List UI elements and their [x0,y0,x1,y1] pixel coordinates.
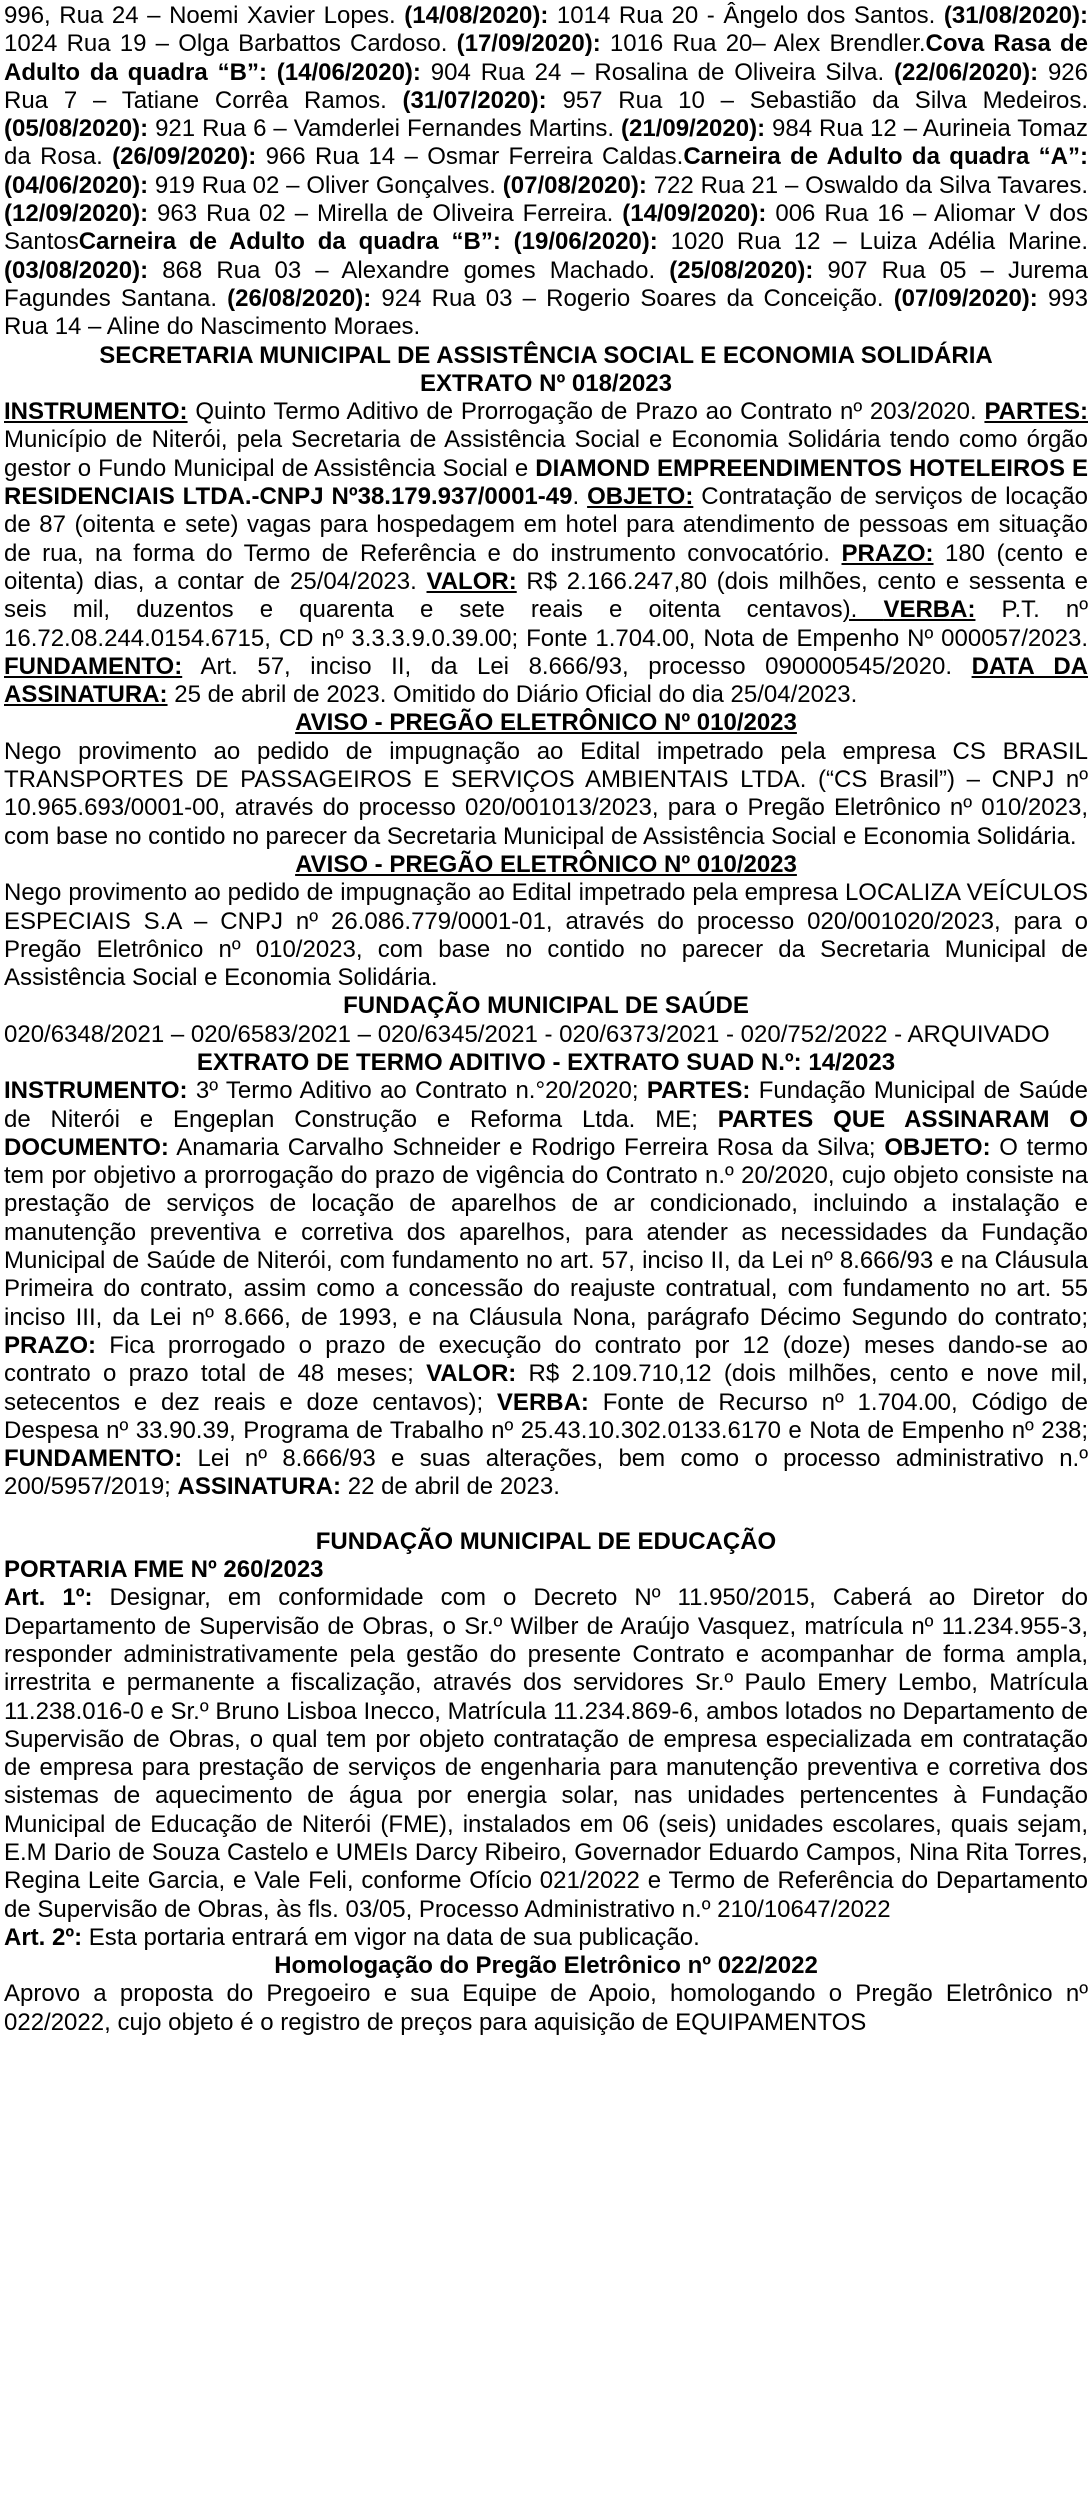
text-run: P.T. nº 16.72.08.244.0154.6715, CD nº 3.3.3.9.0.39.00; Fonte 1.704.00, Nota de Empenho Nº 000057/2023. [4,596,1089,652]
paragraph [4,1924,1088,1952]
text-run: 926 Rua 7 – Tatiane Corrêa Ramos. [4,58,1088,114]
text-run: 25 de abril de 2023. Omitido do Diário Oficial do dia 25/04/2023. [167,681,858,709]
text-run: 22 de abril de 2023. [341,1473,560,1501]
text-run: 904 Rua 24 – Rosalina de Oliveira Silva. [420,58,894,86]
paragraph [4,1077,1088,1501]
text-run: 996, Rua 24 – Noemi Xavier Lopes. [4,2,405,29]
paragraph [4,398,1088,709]
section-heading [4,1528,1088,1556]
text-run: R$ 2.166.247,80 (dois milhões, cento e sessenta e seis mil, duzentos e quarenta e sete reais e oitenta centavos [4,567,1088,624]
text-run: 984 Rua 12 – Aurineia Tomaz da Rosa. [4,115,1088,171]
bold-label: VERBA: [496,1388,589,1416]
bold-label: VERBA: [883,596,976,624]
text-run: O termo tem por objetivo a prorrogação do prazo de vigência do Contrato n.º 20/2020, cujo objeto consiste na prestação de serviços de locação de aparelhos de ar condicionado, incluindo a instalação e manutenção preventiva e corretiva dos aparelhos, para atender as necessidades da Fundação Municipal de Saúde de Niterói, com fundamento no art. 57, inciso II, da Lei nº 8.666/93 e na Cláusula Primeira do contrato, assim como a concessão do reajuste contratual, com fundamento no art. 55 inciso III, da Lei nº 8.666, de 1993, e na Cláusula Nona, parágrafo Décimo Segundo do contrato; [4,1133,1088,1331]
text-run: 919 Rua 02 – Oliver Gonçalves. [148,171,503,199]
text-run: Lei nº 8.666/93 e suas alterações, bem como o processo administrativo n.º 200/5957/2019; [4,1445,1088,1501]
text-run: 180 (cento e oitenta) dias, a contar de 25/04/2023. [4,539,1088,595]
bold-label: (31/07/2020): [402,86,547,114]
bold-label: (14/08/2020): [404,2,549,29]
text-run: 966 Rua 14 – Osmar Ferreira Caldas. [256,143,684,171]
text-run: Quinto Termo Aditivo de Prorrogação de Prazo ao Contrato nº 203/2020. [187,398,985,426]
bold-label: (07/09/2020): [893,284,1038,312]
bold-label: (26/08/2020): [227,284,372,312]
bold-label: PRAZO: [4,1331,96,1359]
heading-text: AVISO - PREGÃO ELETRÔNICO Nº 010/2023 [295,709,797,737]
bold-label: PARTES QUE ASSINARAM O DOCUMENTO: [4,1105,1088,1161]
section-heading [4,1952,1088,1980]
text-run: . [572,483,588,511]
bold-label: FUNDAMENTO: [4,652,183,680]
text-run: 1020 Rua 12 – Luiza Adélia Marine. [657,228,1088,256]
text-run: Designar, em conformidade com o Decreto Nº 11.950/2015, Caberá ao Diretor do Departamento de Supervisão de Obras, o Sr.º Wilber de Araújo Vasquez, matrícula nº 11.234.955-3, responder administrativamente pela gestão do presente Contrato e acompanhar de forma ampla, irrestrita e permanente a fiscalização, através dos servidores Sr.º Paulo Emery Lembo, Matrícula 11.238.016-0 e Sr.º Bruno Lisboa Inecco, Matrícula 11.234.869-6, ambos lotados no Departamento de Supervisão de Obras, o qual tem por objeto contratação de empresa especializada em contratação de empresa para prestação de serviços de engenharia para manutenção preventiva e corretiva dos sistemas de aquecimento de água por energia solar, nas unidades pertencentes à Fundação Municipal de Educação de Niterói (FME), instalados em 06 (seis) unidades escolares, quais sejam, E.M Dario de Souza Castelo e UMEIs Darcy Ribeiro, Governador Eduardo Campos, Nina Rita Torres, Regina Leite Garcia, e Vale Feli, conforme Ofício 021/2022 e Termo de Referência do Departamento de Supervisão de Obras, às fls. 03/05, Processo Administrativo n.º 210/10647/2022 [4,1584,1089,1923]
bold-label: VALOR: [426,567,517,595]
bold-label: (07/08/2020): [502,171,647,199]
bold-label: (31/08/2020): [943,2,1088,29]
bold-label: PRAZO: [841,539,934,567]
bold-label: Carneira de Adulto da quadra “A”: (04/06/2020): [4,143,1088,199]
section-heading [4,1049,1088,1077]
text-run: 907 Rua 05 – Jurema Fagundes Santana. [4,256,1088,312]
heading-text: EXTRATO Nº 018/2023 [420,369,672,397]
paragraph [4,1584,1088,1924]
heading-text: FUNDAÇÃO MUNICIPAL DE SAÚDE [343,992,749,1020]
text-run: 993 Rua 14 – Aline do Nascimento Moraes. [4,284,1088,341]
bold-label: DIAMOND EMPREENDIMENTOS HOTELEIROS E RESIDENCIAIS LTDA.-CNPJ Nº38.179.937/0001-49 [4,454,1088,511]
text-run: 924 Rua 03 – Rogerio Soares da Conceição. [371,284,894,312]
text-run: 1024 Rua 19 – Olga Barbattos Cardoso. [4,30,457,58]
bold-label: INSTRUMENTO: [4,398,188,426]
text-run: 020/6348/2021 – 020/6583/2021 – 020/6345/2021 - 020/6373/2021 - 020/752/2022 - ARQUIVADO [4,1020,1050,1048]
bold-label: ASSINATURA: [177,1473,342,1501]
text-run: 957 Rua 10 – Sebastião da Silva Medeiros. [546,86,1089,114]
section-heading [4,851,1088,879]
section-spacer [4,1502,1088,1528]
text-run: Contratação de serviços de locação de 87 (oitenta e sete) vagas para hospedagem em hotel para atendimento de pessoas em situação de rua, na forma do Termo de Referência e do instrumento convocatório. [4,483,1088,567]
bold-label: (14/09/2020): [622,200,767,228]
text-run: 963 Rua 02 – Mirella de Oliveira Ferreira. [148,200,623,228]
bold-label: PARTES: [984,398,1088,426]
heading-text: SECRETARIA MUNICIPAL DE ASSISTÊNCIA SOCIAL E ECONOMIA SOLIDÁRIA [99,341,993,369]
bold-label: (12/09/2020): [4,200,149,228]
text-run: Art. 57, inciso II, da Lei 8.666/93, processo 090000545/2020. [182,652,972,680]
text-run: 921 Rua 6 – Vamderlei Fernandes Martins. [148,115,621,143]
heading-text: FUNDAÇÃO MUNICIPAL DE EDUCAÇÃO [315,1527,777,1555]
bold-label: FUNDAMENTO: [4,1445,183,1473]
bold-label: OBJETO: [884,1133,991,1161]
bold-label: VALOR: [426,1360,517,1388]
section-heading [4,370,1088,398]
text-run: 868 Rua 03 – Alexandre gomes Machado. [148,256,670,284]
bold-label: Carneira de Adulto da quadra “B”: (19/06/2020): [78,228,658,256]
bold-label: Art. 2º: [4,1923,83,1951]
bold-label: (03/08/2020): [4,256,149,284]
bold-label: (22/06/2020): [893,58,1039,86]
paragraph [4,879,1088,992]
bold-label: OBJETO: [587,483,694,511]
text-run: Esta portaria entrará em vigor na data de sua publicação. [82,1923,700,1951]
text-run: Fonte de Recurso nº 1.704.00, Código de Despesa nº 33.90.39, Programa de Trabalho nº 25.43.10.302.0133.6170 e Nota de Empenho nº 238; [4,1388,1089,1444]
bold-label: (17/09/2020): [456,30,601,58]
bold-label: (05/08/2020): [4,115,149,143]
text-run: Município de Niterói, pela Secretaria de Assistência Social e Economia Solidária tendo como órgão gestor o Fundo Municipal de Assistência Social e [4,426,1088,482]
bold-label: DATA DA ASSINATURA: [4,652,1089,709]
heading-text: PORTARIA FME Nº 260/2023 [4,1556,324,1584]
bold-label: (21/09/2020): [620,115,766,143]
text-run: 1016 Rua 20– Alex Brendler. [600,30,926,58]
text-run: 3º Termo Aditivo ao Contrato n.°20/2020; [187,1077,647,1105]
bold-label: EXTRATO DE TERMO ADITIVO - EXTRATO SUAD N.º: [196,1048,802,1076]
bold-label: Art. 1º: [4,1584,93,1612]
bold-label: PARTES: [646,1077,751,1105]
heading-text: Homologação do Pregão Eletrônico nº 022/2022 [274,1952,818,1980]
paragraph [4,738,1088,851]
bold-label: INSTRUMENTO: [4,1077,188,1105]
bold-label: (25/08/2020): [669,256,814,284]
text-run: 006 Rua 16 – Aliomar V dos Santos [4,200,1088,256]
text-run: Fundação Municipal de Saúde de Niterói e Engeplan Construção e Reforma Ltda. ME; [4,1077,1089,1133]
text-run: 722 Rua 21 – Oswaldo da Silva Tavares. [646,171,1088,199]
text-run: Nego provimento ao pedido de impugnação ao Edital impetrado pela empresa CS BRASIL TRANSPORTES DE PASSAGEIROS E SERVIÇOS AMBIENTAIS LTDA. (“CS Brasil”) – CNPJ nº 10.965.693/0001-00, através do processo 020/001013/2023, para o Pregão Eletrônico nº 010/2023, com base no contido no parecer da Secretaria Municipal de Assistência Social e Economia Solidária. [4,737,1088,850]
paragraph [4,1021,1088,1049]
text-run: Anamaria Carvalho Schneider e Rodrigo Ferreira Rosa da Silva; [168,1133,885,1161]
text-run: ). [842,596,884,624]
text-run: 14/2023 [801,1048,896,1076]
bold-label: Cova Rasa de Adulto da quadra “B”: (14/06/2020): [4,30,1088,86]
heading-text: AVISO - PREGÃO ELETRÔNICO Nº 010/2023 [295,850,797,878]
section-heading [4,1556,1088,1584]
text-run: Nego provimento ao pedido de impugnação ao Edital impetrado pela empresa LOCALIZA VEÍCULOS ESPECIAIS S.A – CNPJ nº 26.086.779/0001-01, através do processo 020/001020/2023, para o Pregão Eletrônico nº 010/2023, com base no contido no parecer da Secretaria Municipal de Assistência Social e Economia Solidária. [4,879,1088,992]
text-run: R$ 2.109.710,12 (dois milhões, cento e nove mil, setecentos e dez reais e doze centavos); [4,1360,1089,1416]
paragraph [4,1980,1088,2037]
text-run: Fica prorrogado o prazo de execução do contrato por 12 (doze) meses dando-se ao contrato o prazo total de 48 meses; [4,1331,1088,1388]
section-heading [4,709,1088,737]
bold-label: (26/09/2020): [112,143,257,171]
text-run: 1014 Rua 20 - Ângelo dos Santos. [548,2,944,29]
paragraph [4,2,1088,342]
section-heading [4,992,1088,1020]
section-heading [4,342,1088,370]
text-run: Aprovo a proposta do Pregoeiro e sua Equipe de Apoio, homologando o Pregão Eletrônico nº 022/2022, cujo objeto é o registro de preços para aquisição de EQUIPAMENTOS [4,1980,1088,2036]
